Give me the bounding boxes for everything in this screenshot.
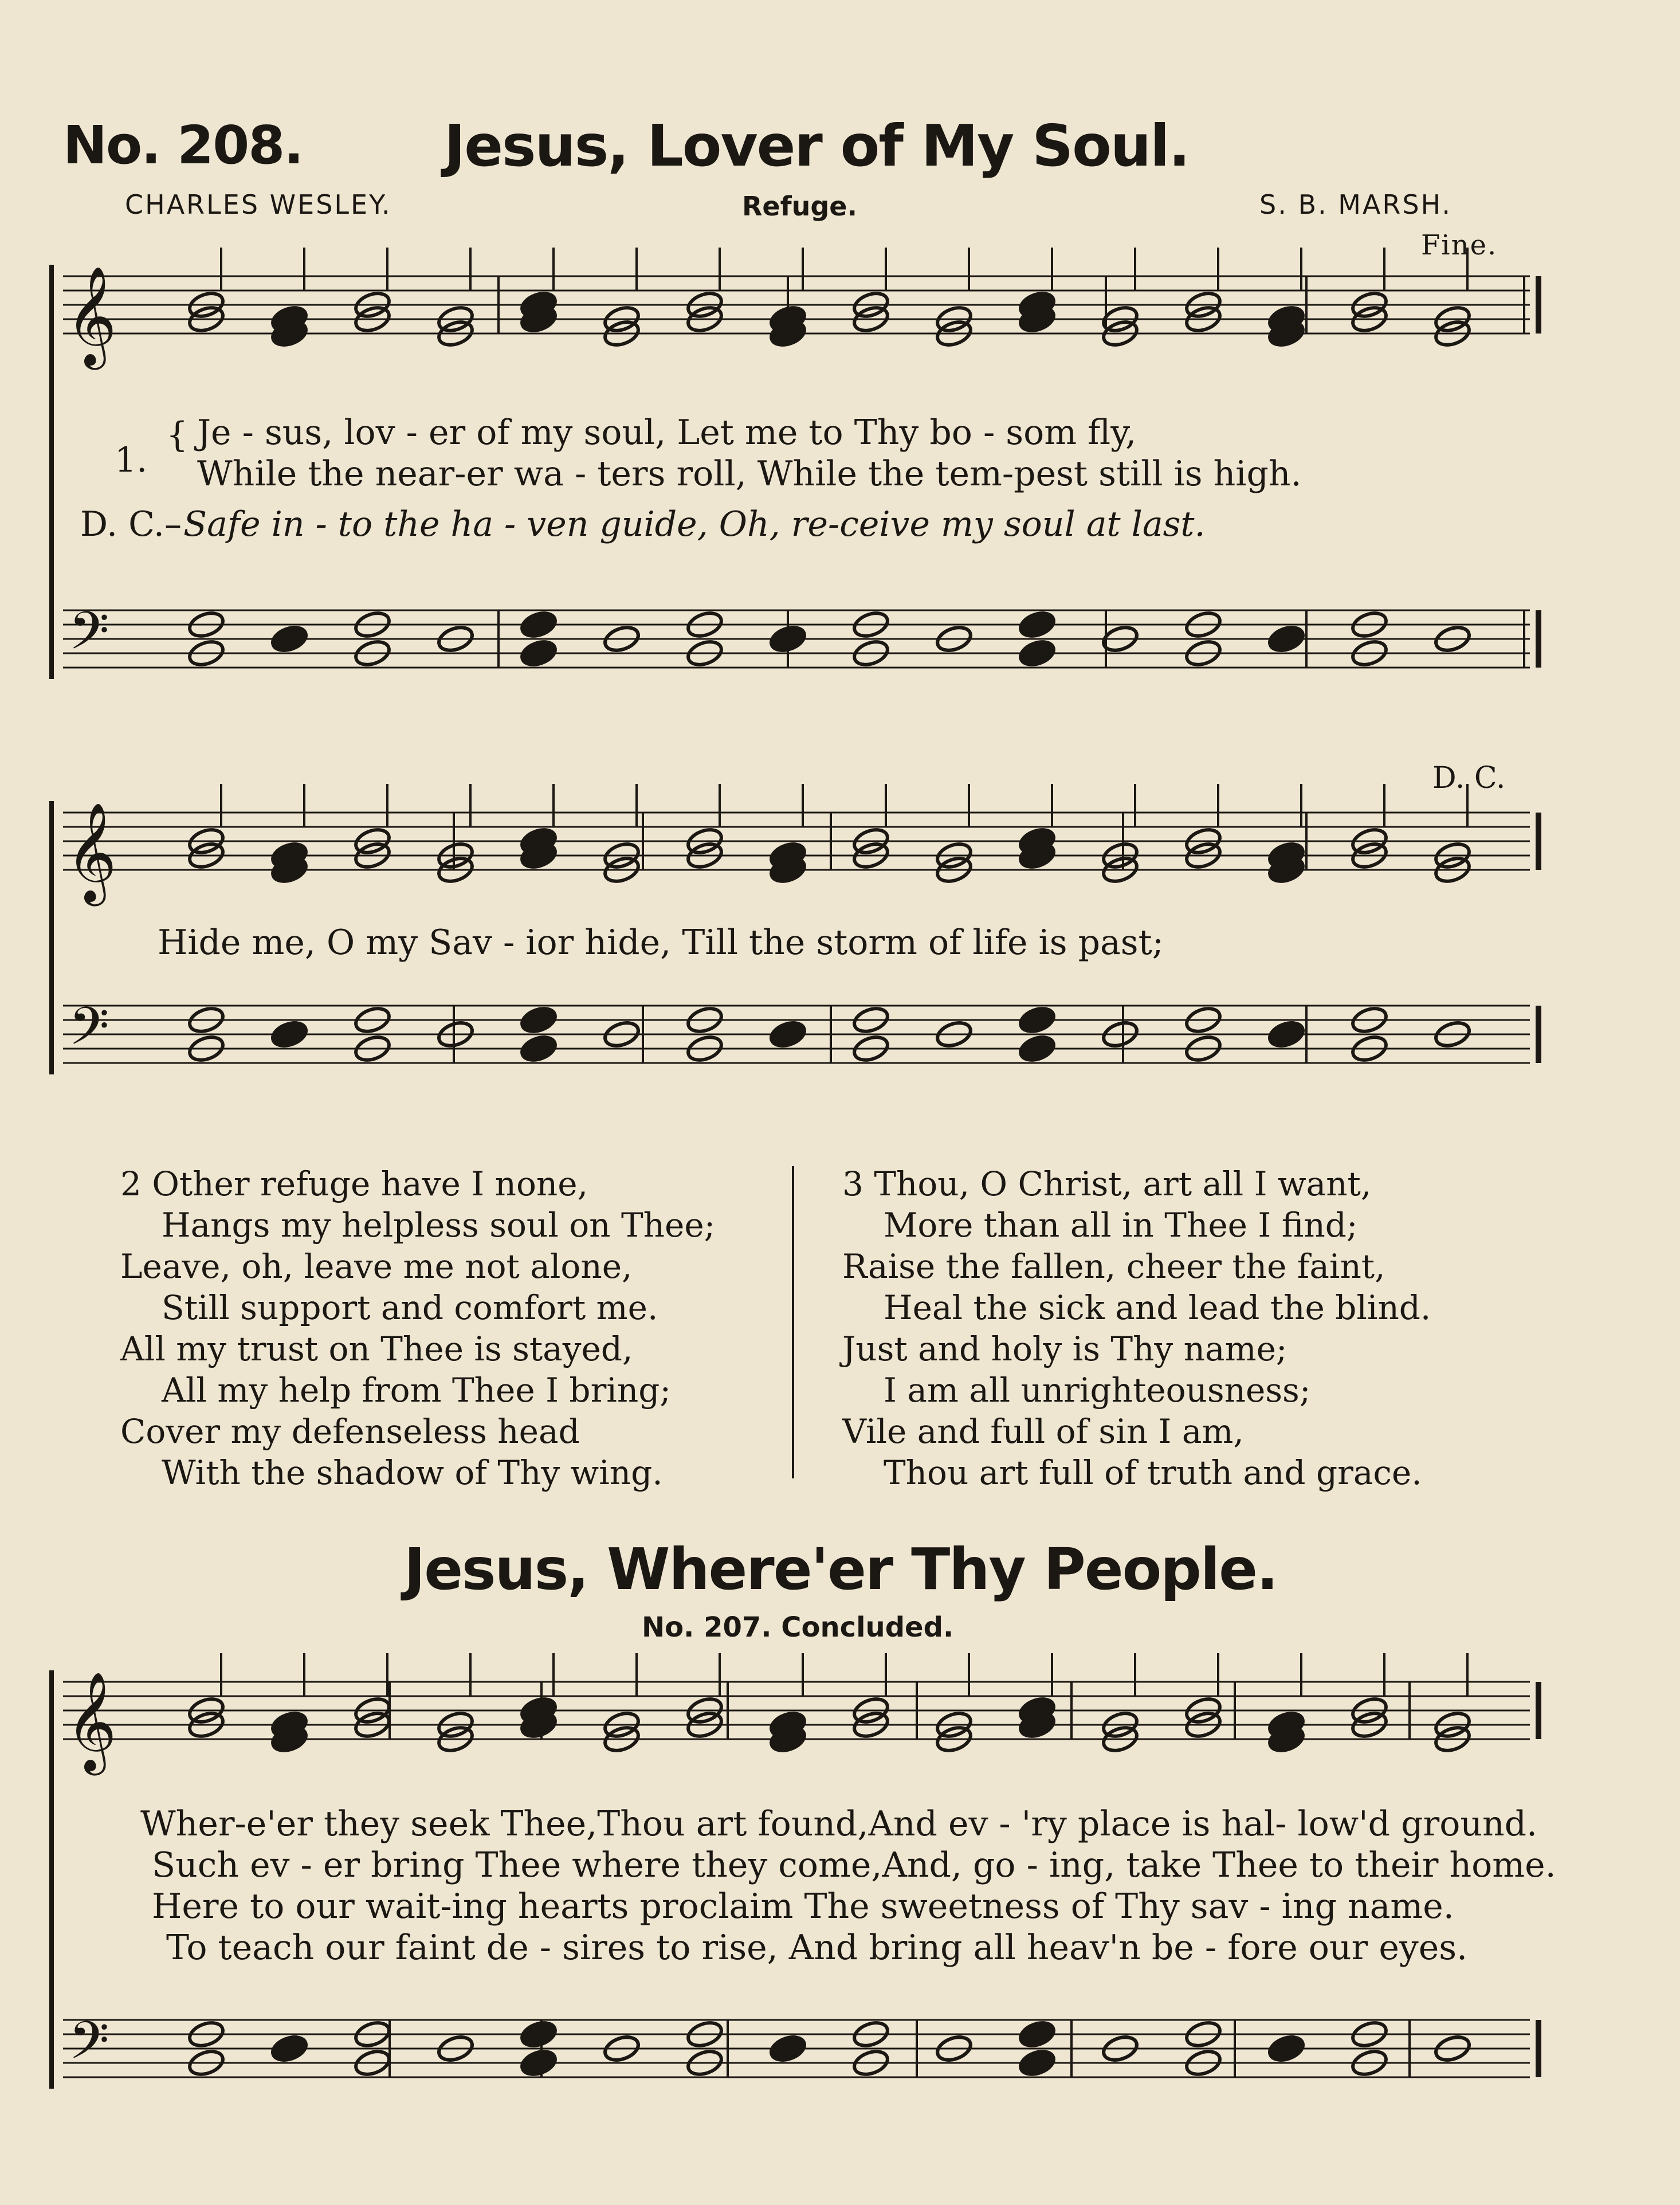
note-head xyxy=(519,609,559,640)
note-head xyxy=(1267,623,1306,654)
music-glyph: 𝄞 xyxy=(66,802,117,902)
note-head xyxy=(1018,609,1057,640)
fine-marking: Fine. xyxy=(1421,229,1498,261)
dc-marking: D. C. xyxy=(1432,761,1506,795)
verse-3-line: Just and holy is Thy name; xyxy=(842,1329,1288,1368)
verse-2-line: Cover my defenseless head xyxy=(120,1412,580,1451)
music-glyph: 𝄞 xyxy=(66,266,117,366)
author-credit: CHARLES WESLEY. xyxy=(125,189,392,220)
hymn2-lyric-line: Here to our wait-ing hearts proclaim The sweetness of Thy sav - ing name. xyxy=(152,1886,1454,1927)
composer-credit: S. B. MARSH. xyxy=(1259,189,1452,220)
note-head xyxy=(519,1033,559,1064)
music-glyph: 𝄞 xyxy=(66,1672,117,1771)
note-head xyxy=(519,2047,559,2078)
verse-2-line: Other refuge have I none, xyxy=(152,1164,588,1203)
hymn2-subtitle: No. 207. Concluded. xyxy=(642,1611,954,1643)
note-head xyxy=(1018,638,1057,669)
verse-3-line: I am all unrighteousness; xyxy=(884,1371,1311,1410)
verse-2 xyxy=(120,1163,715,1493)
music-glyph: 𝄢 xyxy=(69,996,109,1069)
music-glyph: 𝄢 xyxy=(69,2010,109,2084)
hymn2-lyric-line: To teach our faint de - sires to rise, And bring all heav'n be - fore our eyes. xyxy=(166,1928,1468,1968)
note-head xyxy=(519,2019,559,2050)
verse-3-number: 3 xyxy=(842,1164,863,1203)
lyric-line-1: Je - sus, lov - er of my soul, Let me to Thy bo - som fly, xyxy=(197,413,1137,453)
verse-divider xyxy=(792,1166,794,1478)
verse-3-line: Heal the sick and lead the blind. xyxy=(884,1288,1431,1327)
note-head xyxy=(768,2033,808,2064)
note-head xyxy=(519,1005,559,1035)
verse-2-line: Leave, oh, leave me not alone, xyxy=(120,1247,633,1286)
hymn2-lyric-line: Such ev - er bring Thee where they come,And, go - ing, take Thee to their home. xyxy=(152,1845,1556,1885)
verse-2-line: Hangs my helpless soul on Thee; xyxy=(162,1206,716,1245)
dc-lyric-line: Safe in - to the ha - ven guide, Oh, re-ceive my soul at last. xyxy=(183,504,1206,544)
verse-2-line: All my trust on Thee is stayed, xyxy=(120,1329,633,1368)
tune-name: Refuge. xyxy=(742,191,857,222)
verse-3-line: More than all in Thee I find; xyxy=(884,1206,1358,1245)
hymn2-lyric-line: Wher-e'er they seek Thee,Thou art found,And ev - 'ry place is hal- low'd ground. xyxy=(140,1804,1538,1844)
verse-3-line: Raise the fallen, cheer the faint, xyxy=(842,1247,1385,1286)
verse-2-number: 2 xyxy=(120,1164,142,1203)
note-head xyxy=(1018,1005,1057,1035)
note-head xyxy=(519,638,559,669)
note-head xyxy=(270,623,309,654)
note-head xyxy=(1018,1033,1057,1064)
refrain-lyric-line: Hide me, O my Sav - ior hide, Till the storm of life is past; xyxy=(158,923,1164,963)
verse-2-line: Still support and comfort me. xyxy=(162,1288,658,1327)
verse-3-line: Thou art full of truth and grace. xyxy=(884,1453,1422,1492)
hymn2-title: Jesus, Where'er Thy People. xyxy=(404,1536,1277,1603)
note-head xyxy=(270,1019,309,1050)
verse-2-line: With the shadow of Thy wing. xyxy=(162,1453,663,1492)
music-glyph: 𝄢 xyxy=(69,601,109,674)
note-head xyxy=(1018,2019,1057,2050)
note-head xyxy=(1267,2033,1306,2064)
note-head xyxy=(768,1019,808,1050)
note-head xyxy=(270,2033,309,2064)
hymn-number: No. 208. xyxy=(63,115,303,176)
lyric-line-2: While the near-er wa - ters roll, While the tem-pest still is high. xyxy=(197,454,1302,494)
hymn-title: Jesus, Lover of My Soul. xyxy=(444,112,1190,179)
verse-number: 1. xyxy=(115,440,148,480)
note-head xyxy=(1018,2047,1057,2078)
note-head xyxy=(1267,1019,1306,1050)
brace-open: { xyxy=(166,415,189,455)
verse-3 xyxy=(842,1163,1431,1493)
verse-2-line: All my help from Thee I bring; xyxy=(162,1371,671,1410)
verse-3-line: Vile and full of sin I am, xyxy=(842,1412,1244,1451)
verse-3-line: Thou, O Christ, art all I want, xyxy=(874,1164,1372,1203)
note-head xyxy=(768,623,808,654)
dc-prefix: D. C.– xyxy=(80,504,182,544)
